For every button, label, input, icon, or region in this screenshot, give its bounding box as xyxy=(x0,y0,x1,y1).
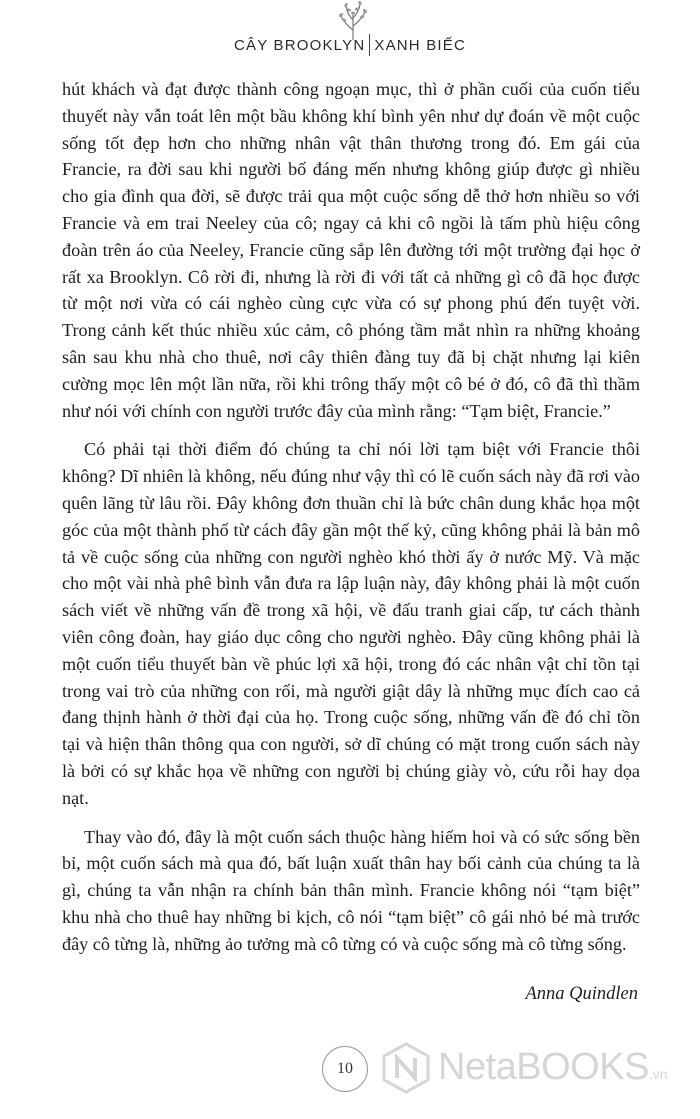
header-book-title-right: XANH BIẾC xyxy=(374,37,467,54)
author-signature: Anna Quindlen xyxy=(525,984,638,1004)
page-number: 10 xyxy=(322,1046,368,1092)
watermark-tld: .vn xyxy=(648,1066,668,1082)
watermark-brand: NetaBOOKS xyxy=(438,1046,649,1088)
running-header xyxy=(0,34,700,56)
netabooks-watermark xyxy=(378,1040,678,1098)
paragraph: Có phải tại thời điểm đó chúng ta chỉ nói lời tạm biệt với Francie thôi không? Dĩ nhiên là không, nếu đúng như vậy thì có lẽ cuốn sách này đã rơi vào quên lãng từ lâu rồi. Đây không đơn thuần chỉ là bức chân dung khắc họa một góc của một thành phố từ cách đây gần một thế kỷ, cũng không phải là bản mô tả về cuộc sống của những con người nghèo khó thời ấy ở nước Mỹ. Và mặc cho một vài nhà phê bình vẫn đưa ra lập luận này, đây không phải là một cuốn sách viết về những vấn đề trong xã hội, về đấu tranh giai cấp, tư cách thành viên công đoàn, hay giáo dục công cho người nghèo. Đây cũng không phải là một cuốn tiểu thuyết bàn về phúc lợi xã hội, trong đó các nhân vật chỉ tồn tại trong vai trò của những con rối, mà người giật dây là những mục đích cao cả đang thịnh hành ở thời đại của họ. Trong cuộc sống, những vấn đề đó chỉ tồn tại và hiện thân thông qua con người, sở dĩ chúng có mặt trong cuốn sách này là bởi có sự khắc họa về những con người bị chúng giày vò, cứu rỗi hay dọa nạt. xyxy=(62,439,640,808)
paragraph-continued: hút khách và đạt được thành công ngoạn mục, thì ở phần cuối của cuốn tiểu thuyết này vẫn toát lên một bầu không khí bình yên như dự đoán về một cuộc sống tốt đẹp hơn cho những nhân vật thân thương trong đó. Em gái của Francie, ra đời sau khi người bố đáng mến nhưng không giúp được gì nhiều cho gia đình qua đời, sẽ được trải qua một cuộc sống dễ thở hơn nhiều so với Francie và em trai Neeley của cô; ngay cả khi cô ngồi là tấm phù hiệu công đoàn trên áo của Neeley, Francie cũng sắp lên đường tới một trường đại học ở rất xa Brooklyn. Cô rời đi, nhưng là rời đi với tất cả những gì cô đã học được từ một nơi vừa có cái nghèo cùng cực vừa có sự phong phú đến tuyệt vời. Trong cảnh kết thúc nhiều xúc cảm, cô phóng tầm mắt nhìn ra những khoảng sân sau khu nhà cho thuê, nơi cây thiên đàng tuy đã bị chặt nhưng lại kiên cường mọc lên một lần nữa, rồi khi trông thấy một cô bé ở đó, cô đã thì thầm như nói với chính con người trước đây của mình rằng: “Tạm biệt, Francie.” xyxy=(62,79,640,421)
netabooks-logo-icon xyxy=(380,1042,432,1094)
paragraph: Thay vào đó, đây là một cuốn sách thuộc hàng hiếm hoi và có sức sống bền bỉ, một cuốn sách mà qua đó, bất luận xuất thân hay bối cảnh của chúng ta là gì, chúng ta vẫn nhận ra chính bản thân mình. Francie không nói “tạm biệt” khu nhà cho thuê hay những bi kịch, cô nói “tạm biệt” cô gái nhỏ bé mà trước đây cô từng là, những ảo tưởng mà cô từng có và cuộc sống mà cô từng sống. xyxy=(62,826,640,954)
header-book-title-left: CÂY BROOKLYN xyxy=(233,37,366,54)
body-text xyxy=(62,76,640,970)
watermark-text xyxy=(438,1046,668,1089)
header-divider xyxy=(369,34,370,56)
